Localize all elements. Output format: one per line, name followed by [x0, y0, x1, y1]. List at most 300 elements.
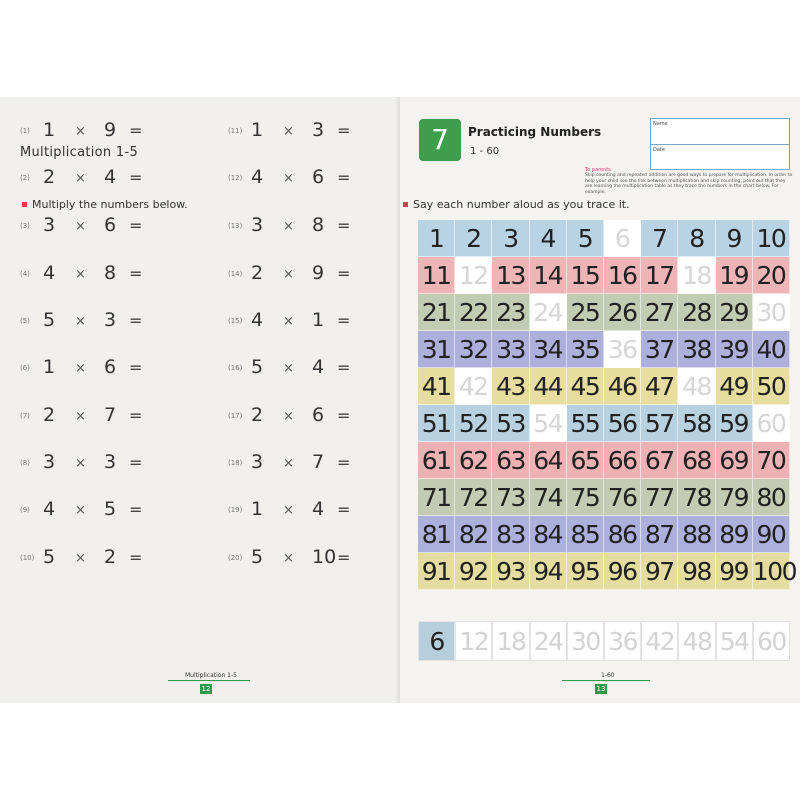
equals-sign: =: [337, 121, 351, 140]
number-cell: [753, 220, 790, 257]
number-text: 60: [756, 409, 786, 438]
number-text: 79: [719, 483, 749, 512]
number-text: 16: [607, 261, 637, 290]
number-text: 77: [644, 483, 674, 512]
trace-number-cell: [678, 368, 715, 405]
problem-number: (9): [20, 506, 30, 514]
lesson-title: Practicing Numbers: [468, 125, 602, 139]
factor-a: 2: [43, 166, 56, 188]
number-text: 37: [644, 335, 674, 364]
number-cell: [678, 479, 715, 516]
times-sign: ×: [75, 409, 86, 424]
number-text: 65: [570, 446, 600, 475]
equals-sign: =: [129, 548, 143, 567]
right-page: [400, 97, 800, 703]
skip-count-cell: [492, 621, 529, 661]
number-cell: [678, 553, 715, 590]
number-text: 1: [428, 224, 444, 253]
number-text: 70: [756, 446, 786, 475]
problem-number: (4): [20, 270, 30, 278]
factor-a: 3: [251, 214, 264, 236]
problem-number: (3): [20, 222, 30, 230]
number-text: 2: [466, 224, 481, 253]
number-text: 34: [533, 335, 563, 364]
footer-divider: [562, 680, 650, 681]
problem-number: (15): [228, 317, 243, 325]
number-text: 61: [421, 446, 451, 475]
number-cell: [492, 368, 529, 405]
factor-a: 2: [43, 404, 56, 426]
skip-count-cell: [641, 621, 678, 661]
times-sign: ×: [75, 361, 86, 376]
number-cell: [567, 220, 604, 257]
number-text: 19: [719, 261, 749, 290]
number-text: 12: [458, 261, 488, 290]
factor-a: 5: [251, 546, 264, 568]
skip-count-cell: [530, 621, 567, 661]
number-text: 41: [421, 372, 451, 401]
number-text: 6: [429, 627, 444, 656]
lesson-number-badge: 7: [419, 119, 461, 161]
instruction-text: Multiply the numbers below.: [32, 198, 188, 211]
number-text: 15: [570, 261, 600, 290]
times-sign: ×: [283, 219, 294, 234]
problem-number: (6): [20, 364, 30, 372]
number-cell: [604, 294, 641, 331]
problem-number: (18): [228, 459, 243, 467]
times-sign: ×: [75, 314, 86, 329]
instruction: [22, 198, 188, 211]
number-cell: [530, 331, 567, 368]
factor-b: 6: [104, 214, 117, 236]
number-cell: [418, 294, 455, 331]
number-text: 50: [756, 372, 786, 401]
number-cell: [716, 553, 753, 590]
number-text: 5: [577, 224, 593, 253]
parents-note: [585, 167, 793, 195]
number-cell: [567, 368, 604, 405]
number-text: 53: [496, 409, 525, 438]
number-cell: [567, 257, 604, 294]
problem-number: (5): [20, 317, 30, 325]
number-cell: [492, 442, 529, 479]
number-text: 98: [682, 557, 711, 586]
number-cell: [567, 405, 604, 442]
number-cell: [530, 479, 567, 516]
number-text: 71: [421, 483, 451, 512]
problem-number: (1): [20, 127, 30, 135]
problem-number: (8): [20, 459, 30, 467]
number-text: 76: [607, 483, 637, 512]
number-cell: [604, 405, 641, 442]
factor-a: 2: [251, 262, 264, 284]
equals-sign: =: [337, 453, 351, 472]
number-text: 87: [644, 520, 674, 549]
times-sign: ×: [283, 551, 294, 566]
times-sign: ×: [75, 267, 86, 282]
number-cell: [716, 331, 753, 368]
number-cell: [418, 368, 455, 405]
number-cell: [716, 405, 753, 442]
parents-text: Skip counting and repeated addition are good ways to prepare for multiplication. In order to help your child see the link between multiplication and skip counting, point out that they are learning the multiplication table as they trace the numbers in the chart below. For example,: [585, 173, 793, 195]
number-cell: [678, 220, 715, 257]
number-text: 9: [726, 224, 741, 253]
number-text: 88: [682, 520, 711, 549]
factor-b: 5: [104, 498, 117, 520]
page-title: Multiplication 1-5: [20, 145, 139, 160]
factor-b: 2: [104, 546, 117, 568]
factor-a: 1: [43, 356, 56, 378]
number-text: 18: [682, 261, 711, 290]
page-number: 13: [596, 685, 606, 693]
number-cell: [530, 553, 567, 590]
factor-a: 5: [251, 356, 264, 378]
equals-sign: =: [337, 358, 351, 377]
number-text: 67: [644, 446, 674, 475]
number-text: 83: [496, 520, 525, 549]
problem-number: (17): [228, 412, 243, 420]
number-cell: [604, 553, 641, 590]
number-text: 59: [719, 409, 749, 438]
number-cell: [716, 442, 753, 479]
number-text: 25: [570, 298, 600, 327]
number-text: 46: [607, 372, 637, 401]
number-text: 11: [421, 261, 451, 290]
number-text: 40: [756, 335, 786, 364]
number-cell: [530, 257, 567, 294]
number-cell: [641, 220, 678, 257]
name-label: Name: [653, 121, 668, 127]
footer-label: Multiplication 1-5: [185, 672, 237, 679]
skip-count-row: [418, 621, 790, 661]
equals-sign: =: [129, 264, 143, 283]
number-text: 74: [533, 483, 563, 512]
number-cell: [753, 331, 790, 368]
times-sign: ×: [75, 551, 86, 566]
number-text: 21: [421, 298, 451, 327]
number-cell: [604, 257, 641, 294]
equals-sign: =: [129, 453, 143, 472]
equals-sign: =: [337, 216, 351, 235]
number-text: 99: [719, 557, 749, 586]
number-text: 78: [682, 483, 711, 512]
number-text: 66: [607, 446, 637, 475]
trace-number-cell: [455, 368, 492, 405]
number-text: 20: [756, 261, 786, 290]
number-text: 51: [421, 409, 451, 438]
factor-b: 3: [104, 309, 117, 331]
factor-b: 4: [312, 356, 325, 378]
times-sign: ×: [283, 171, 294, 186]
number-cell: [604, 479, 641, 516]
number-text: 58: [682, 409, 711, 438]
times-sign: ×: [283, 314, 294, 329]
equals-sign: =: [129, 358, 143, 377]
equals-sign: =: [337, 168, 351, 187]
number-cell: [492, 479, 529, 516]
factor-a: 4: [251, 309, 264, 331]
problem-number: (10): [20, 554, 35, 562]
number-cell: [641, 257, 678, 294]
number-text: 82: [458, 520, 488, 549]
factor-b: 3: [104, 451, 117, 473]
number-cell: [492, 405, 529, 442]
number-cell: [530, 368, 567, 405]
number-cell: [418, 257, 455, 294]
factor-b: 9: [104, 119, 117, 141]
times-sign: ×: [75, 503, 86, 518]
number-text: 18: [496, 627, 526, 656]
number-text: 27: [644, 298, 674, 327]
number-cell: [492, 257, 529, 294]
number-text: 43: [496, 372, 525, 401]
times-sign: ×: [283, 503, 294, 518]
number-text: 36: [607, 335, 637, 364]
number-text: 31: [421, 335, 451, 364]
number-cell: [418, 331, 455, 368]
number-text: 7: [652, 224, 667, 253]
number-cell: [641, 368, 678, 405]
problem-number: (16): [228, 364, 243, 372]
equals-sign: =: [337, 311, 351, 330]
number-text: 48: [682, 627, 712, 656]
number-cell: [641, 405, 678, 442]
trace-number-cell: [455, 257, 492, 294]
factor-b: 6: [312, 404, 325, 426]
bullet-square-icon: [403, 202, 408, 207]
times-sign: ×: [75, 171, 86, 186]
number-text: 96: [607, 557, 637, 586]
factor-b: 8: [312, 214, 325, 236]
number-text: 73: [496, 483, 525, 512]
number-text: 85: [570, 520, 600, 549]
number-text: 30: [570, 627, 600, 656]
factor-a: 4: [43, 262, 56, 284]
number-text: 94: [533, 557, 563, 586]
number-text: 14: [533, 261, 563, 290]
book-spread: [0, 97, 800, 703]
factor-a: 1: [251, 498, 264, 520]
factor-a: 2: [251, 404, 264, 426]
number-text: 91: [421, 557, 451, 586]
number-text: 24: [533, 298, 563, 327]
number-text: 100: [752, 557, 797, 586]
instruction-text: Say each number aloud as you trace it.: [413, 198, 630, 211]
lesson-subtitle: 1 - 60: [470, 146, 500, 157]
number-text: 3: [503, 224, 518, 253]
factor-b: 10: [312, 546, 337, 568]
trace-number-cell: [530, 405, 567, 442]
number-cell: [604, 368, 641, 405]
number-text: 54: [719, 627, 749, 656]
number-text: 57: [644, 409, 674, 438]
number-text: 26: [607, 298, 637, 327]
number-text: 42: [458, 372, 488, 401]
number-cell: [604, 516, 641, 553]
equals-sign: =: [337, 406, 351, 425]
number-cell: [716, 516, 753, 553]
number-cell: [641, 442, 678, 479]
number-cell: [418, 442, 455, 479]
factor-a: 1: [43, 119, 56, 141]
number-cell: [641, 516, 678, 553]
number-text: 30: [756, 298, 786, 327]
times-sign: ×: [75, 219, 86, 234]
name-field[interactable]: [651, 119, 789, 144]
number-cell: [455, 479, 492, 516]
skip-count-cell: [753, 621, 790, 661]
trace-number-cell: [753, 294, 790, 331]
problem-number: (20): [228, 554, 243, 562]
number-text: 52: [458, 409, 488, 438]
number-cell: [567, 516, 604, 553]
number-cell: [678, 331, 715, 368]
number-text: 90: [756, 520, 786, 549]
number-cell: [641, 553, 678, 590]
number-cell: [455, 442, 492, 479]
trace-number-cell: [530, 294, 567, 331]
problem-number: (7): [20, 412, 30, 420]
number-text: 23: [496, 298, 525, 327]
equals-sign: =: [129, 406, 143, 425]
number-cell: [492, 294, 529, 331]
number-text: 68: [682, 446, 711, 475]
number-text: 45: [570, 372, 600, 401]
number-text: 38: [682, 335, 711, 364]
problem-number: (14): [228, 270, 243, 278]
instruction: [403, 198, 630, 211]
number-text: 60: [756, 627, 786, 656]
number-cell: [752, 553, 797, 590]
parents-heading: To parents: [585, 167, 611, 173]
factor-b: 7: [104, 404, 117, 426]
number-cell: [455, 516, 492, 553]
footer-label: 1-60: [601, 672, 615, 679]
number-text: 49: [719, 372, 749, 401]
number-text: 10: [756, 224, 786, 253]
number-cell: [753, 368, 790, 405]
date-label: Date: [653, 147, 665, 153]
number-text: 35: [570, 335, 600, 364]
factor-a: 3: [251, 451, 264, 473]
number-text: 44: [533, 372, 563, 401]
number-cell: [530, 220, 567, 257]
number-cell: [753, 516, 790, 553]
problem-number: (12): [228, 174, 243, 182]
number-text: 8: [689, 224, 704, 253]
number-text: 54: [533, 409, 563, 438]
trace-number-cell: [604, 220, 641, 257]
factor-b: 9: [312, 262, 325, 284]
number-text: 89: [719, 520, 749, 549]
times-sign: ×: [75, 124, 86, 139]
number-cell: [530, 442, 567, 479]
number-text: 80: [756, 483, 786, 512]
equals-sign: =: [129, 500, 143, 519]
number-cell: [455, 405, 492, 442]
number-cell: [678, 442, 715, 479]
factor-a: 4: [43, 498, 56, 520]
times-sign: ×: [283, 409, 294, 424]
number-cell: [567, 479, 604, 516]
skip-count-cell: [604, 621, 641, 661]
factor-b: 3: [312, 119, 325, 141]
number-text: 32: [458, 335, 488, 364]
number-cell: [678, 294, 715, 331]
equals-sign: =: [129, 168, 143, 187]
number-text: 24: [533, 627, 563, 656]
number-text: 36: [608, 627, 637, 656]
factor-a: 4: [251, 166, 264, 188]
number-cell: [492, 331, 529, 368]
number-cell: [492, 220, 529, 257]
equals-sign: =: [129, 121, 143, 140]
number-text: 64: [533, 446, 563, 475]
number-text: 92: [458, 557, 488, 586]
number-cell: [678, 516, 715, 553]
skip-count-cell: [678, 621, 715, 661]
number-cell: [492, 516, 529, 553]
number-text: 4: [540, 224, 555, 253]
number-text: 62: [458, 446, 488, 475]
factor-b: 1: [312, 309, 325, 331]
number-cell: [418, 405, 455, 442]
times-sign: ×: [283, 456, 294, 471]
bullet-square-icon: [22, 202, 27, 207]
number-cell: [716, 257, 753, 294]
number-text: 47: [644, 372, 674, 401]
trace-number-cell: [753, 405, 790, 442]
trace-number-cell: [604, 331, 641, 368]
number-text: 39: [719, 335, 749, 364]
number-cell: [567, 331, 604, 368]
number-text: 17: [644, 261, 674, 290]
number-cell: [455, 331, 492, 368]
number-cell: [753, 257, 790, 294]
equals-sign: =: [337, 548, 351, 567]
factor-b: 4: [104, 166, 117, 188]
equals-sign: =: [337, 500, 351, 519]
number-text: 84: [533, 520, 563, 549]
number-text: 86: [607, 520, 637, 549]
number-text: 12: [459, 627, 489, 656]
problem-number: (19): [228, 506, 243, 514]
number-cell: [641, 331, 678, 368]
skip-count-cell: [455, 621, 492, 661]
factor-b: 6: [104, 356, 117, 378]
number-text: 33: [496, 335, 525, 364]
number-cell: [567, 553, 604, 590]
number-cell: [418, 553, 455, 590]
number-text: 56: [607, 409, 637, 438]
factor-b: 7: [312, 451, 325, 473]
number-text: 95: [570, 557, 600, 586]
skip-count-cell: [716, 621, 753, 661]
number-cell: [641, 294, 678, 331]
number-text: 93: [496, 557, 525, 586]
number-text: 55: [570, 409, 600, 438]
times-sign: ×: [75, 456, 86, 471]
left-page: [0, 97, 400, 703]
number-cell: [567, 294, 604, 331]
number-text: 29: [719, 298, 749, 327]
number-cell: [418, 220, 455, 257]
number-text: 6: [614, 224, 630, 253]
number-cell: [530, 516, 567, 553]
number-cell: [716, 368, 753, 405]
equals-sign: =: [129, 311, 143, 330]
number-text: 72: [458, 483, 488, 512]
